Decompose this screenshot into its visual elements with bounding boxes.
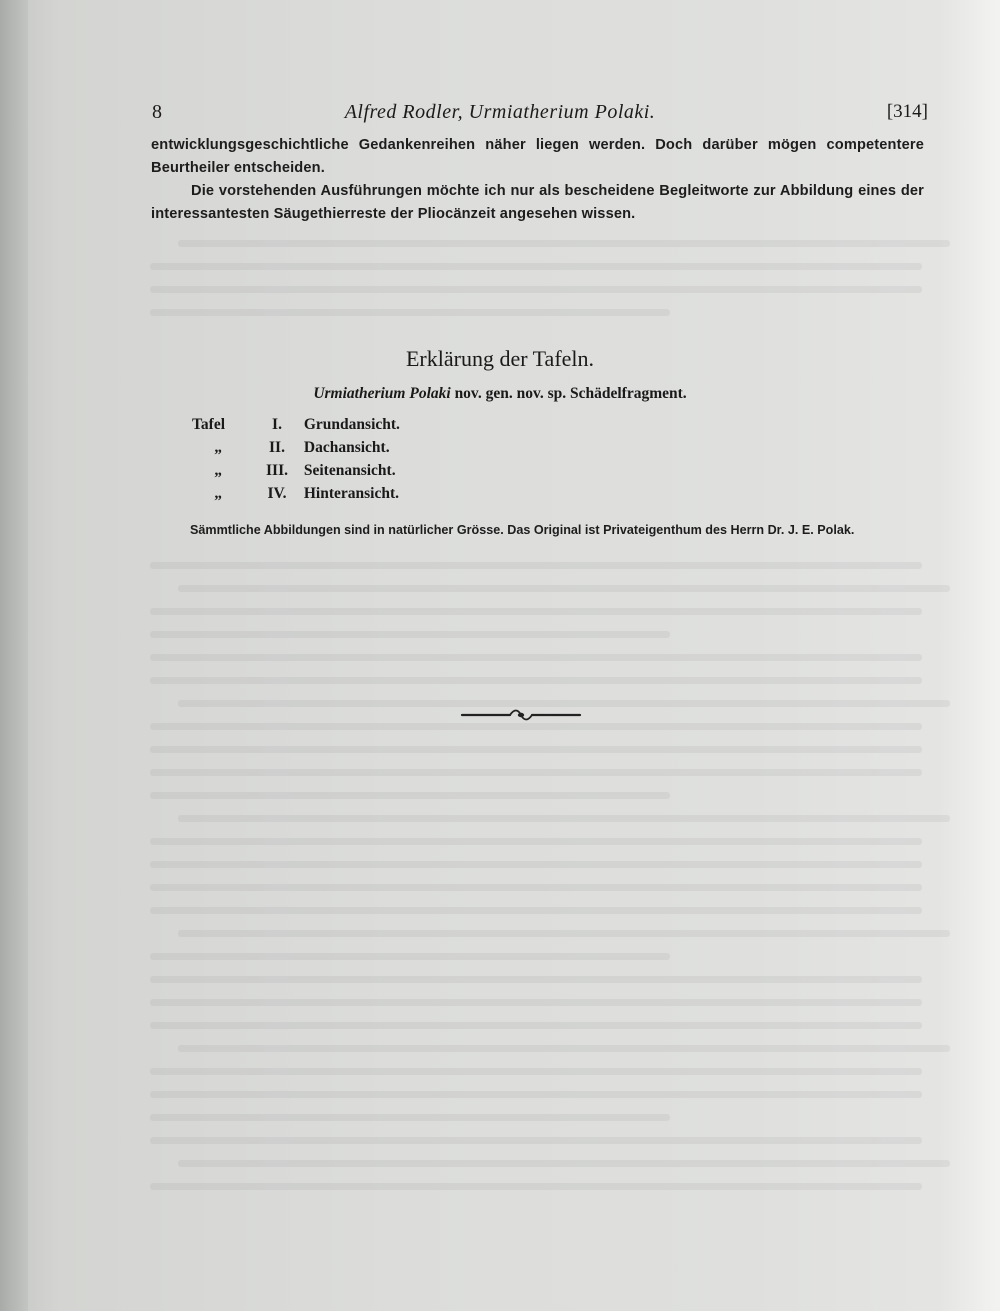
paragraph-1-line-2: Beurtheiler entscheiden. (151, 160, 325, 176)
plate-numeral: IV. (267, 485, 287, 502)
plate-lead: „ (214, 439, 222, 456)
plate-row-3 (192, 462, 396, 482)
bracket-page-number: [314] (886, 101, 928, 122)
bleed-line (150, 976, 922, 983)
bleed-line (150, 631, 670, 638)
page-highlight-right (940, 0, 1000, 1311)
bleed-line (150, 677, 922, 684)
bleed-line (150, 999, 922, 1006)
plate-description: Seitenansicht. (303, 462, 396, 479)
bleed-line (150, 769, 922, 776)
bleed-line (178, 700, 950, 707)
bleed-line (178, 930, 950, 937)
bleed-line (178, 585, 950, 592)
bleed-line (150, 884, 922, 891)
bleed-line (150, 907, 922, 914)
plate-numeral: II. (269, 439, 285, 456)
plate-lead: Tafel (192, 416, 226, 433)
paragraph-2-line-2: interessantesten Säugethierreste der Pliocänzeit angesehen wissen. (151, 206, 636, 222)
footnote-note: Sämmtliche Abbildungen sind in natürlicher Grösse. Das Original ist Privateigenthum des Herrn Dr. J. E. Polak. (190, 523, 855, 537)
bleed-line (150, 838, 922, 845)
plate-lead: „ (214, 462, 222, 479)
plate-subtitle (0, 385, 1000, 403)
plate-description: Hinteransicht. (303, 485, 400, 502)
bleed-line (178, 240, 950, 247)
page-number: 8 (152, 101, 162, 123)
plate-row-1 (192, 416, 400, 436)
section-heading: Erklärung der Tafeln. (405, 346, 595, 371)
bleed-line (150, 792, 670, 799)
paragraph-1-line-1: entwicklungsgeschichtliche Gedankenreihen näher liegen werden. Doch darüber mögen competentere (151, 137, 924, 153)
page-shadow-left (0, 0, 28, 1311)
bleed-line (150, 1114, 670, 1121)
species-descriptor: nov. gen. nov. sp. Schädelfragment. (454, 385, 687, 402)
plate-row-4 (192, 485, 399, 505)
bleed-line (178, 1045, 950, 1052)
plate-numeral: I. (272, 416, 282, 433)
plate-description: Dachansicht. (303, 439, 390, 456)
bleed-line (150, 608, 922, 615)
bleed-line (150, 263, 922, 270)
bleed-line (150, 1183, 922, 1190)
running-title: Alfred Rodler, Urmiatherium Polaki. (344, 101, 656, 123)
bleed-line (150, 723, 922, 730)
ornament-divider (460, 708, 582, 722)
bleed-line (150, 309, 670, 316)
plate-description: Grundansicht. (303, 416, 400, 433)
bleed-line (150, 953, 670, 960)
plate-numeral: III. (266, 462, 288, 479)
bleed-line (150, 1137, 922, 1144)
plate-lead: „ (214, 485, 222, 502)
bleed-line (178, 815, 950, 822)
bleed-line (150, 1068, 922, 1075)
bleed-line (150, 861, 922, 868)
paragraph-2-line-1: Die vorstehenden Ausführungen möchte ich nur als bescheidene Begleitworte zur Abbildung eines der (191, 183, 924, 199)
plate-row-2 (192, 439, 390, 459)
bleed-line (150, 1091, 922, 1098)
bleed-line (150, 286, 922, 293)
bleed-line (178, 1160, 950, 1167)
bleed-line (150, 654, 922, 661)
species-name: Urmiatherium Polaki (313, 385, 451, 402)
bleed-line (150, 562, 922, 569)
bleed-line (150, 746, 922, 753)
bleed-line (150, 1022, 922, 1029)
